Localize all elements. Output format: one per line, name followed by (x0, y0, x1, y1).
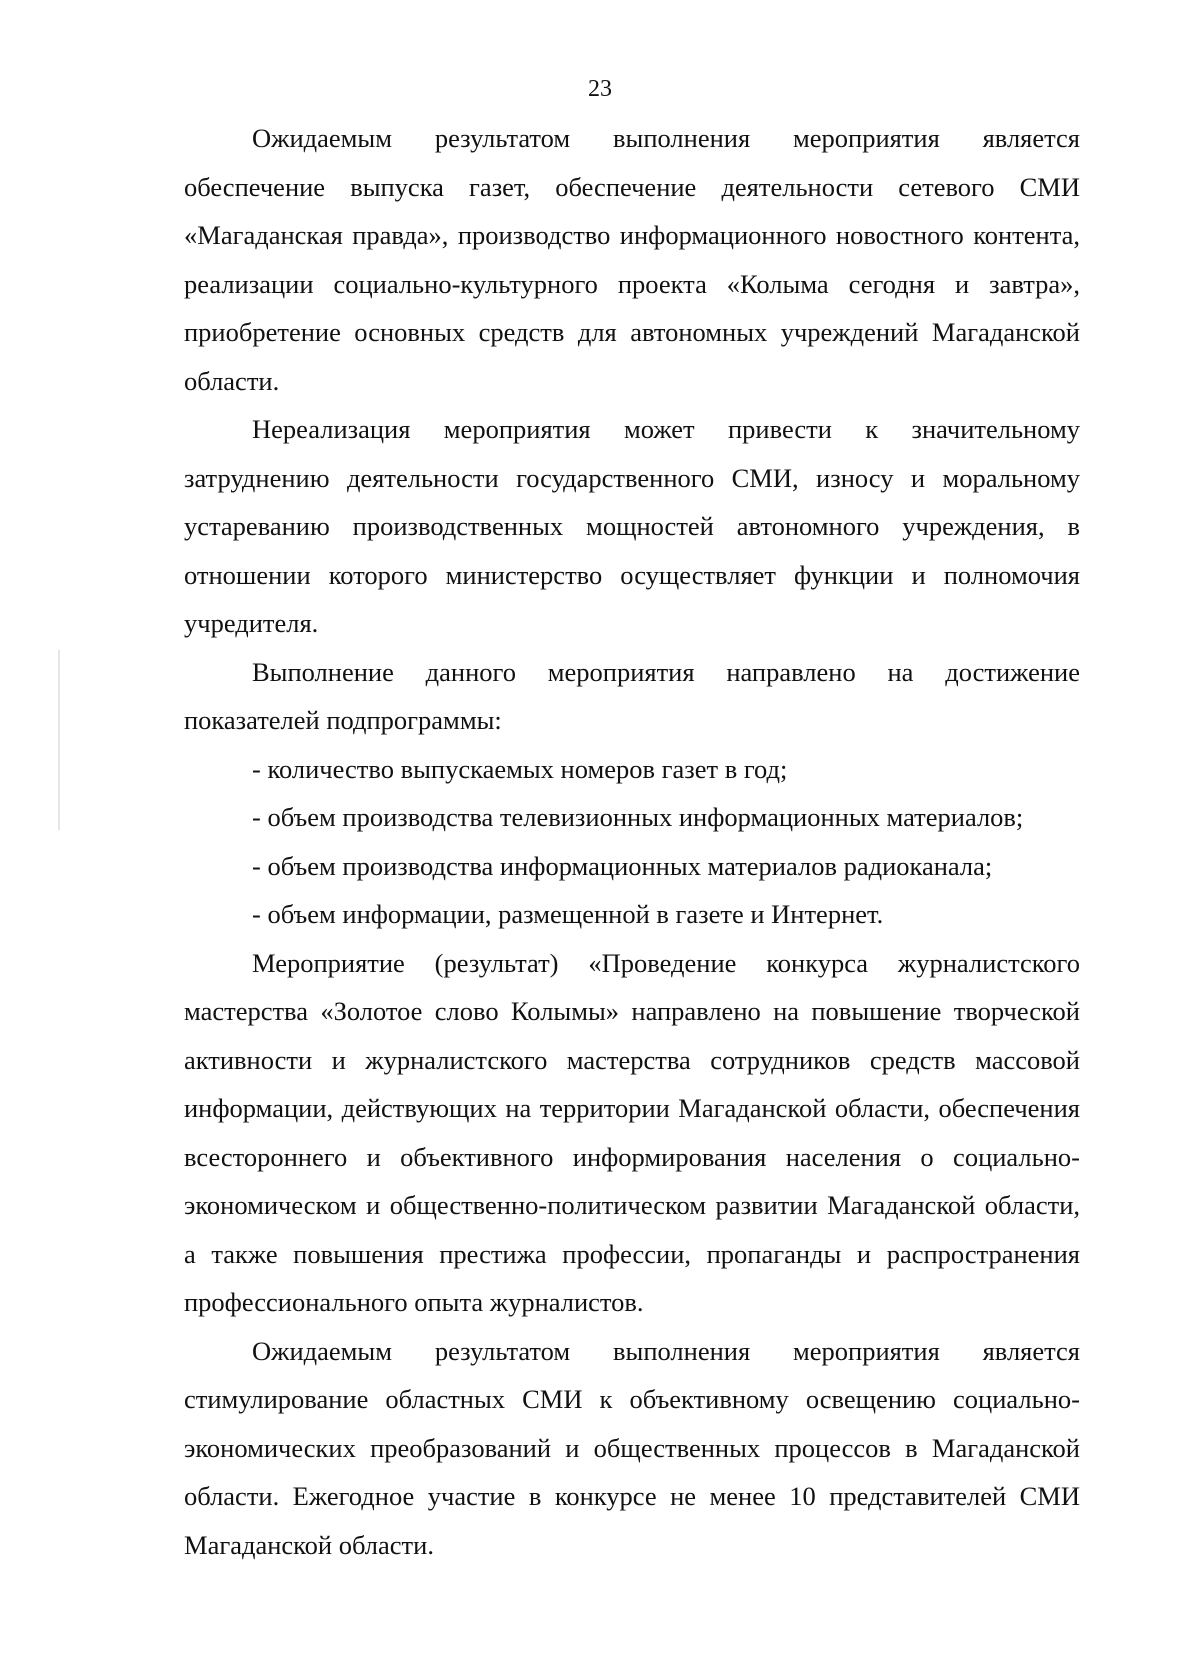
list-item: - объем производства информационных материалов радиоканала; (252, 850, 993, 881)
document-body (184, 114, 1080, 1569)
paragraph-indicators-intro: Выполнение данного мероприятия направлено на достижение показателей подпрограммы: (184, 656, 1080, 735)
paragraph-expected-result: Ожидаемым результатом выполнения мероприятия является обеспечение выпуска газет, обеспечение деятельности сетевого СМИ «Магаданская правда», производство информационного новостного контента, реализации социально-культурного проекта «Колыма сегодня и завтра», приобретение основных средств для автономных учреждений Магаданской области. (184, 123, 1080, 396)
list-item: - объем производства телевизионных информационных материалов; (252, 802, 1024, 832)
page-number: 23 (588, 76, 612, 102)
list-item: - количество выпускаемых номеров газет в год; (252, 753, 788, 784)
list-item: - объем информации, размещенной в газете и Интернет. (252, 899, 884, 929)
paragraph-non-implementation: Нереализация мероприятия может привести к значительному затруднению деятельности государственного СМИ, износу и моральному устареванию производственных мощностей автономного учреждения, в отношении которого министерство осуществляет функции и полномочия учредителя. (184, 414, 1080, 638)
scan-margin-mark (58, 650, 60, 830)
paragraph-contest: Мероприятие (результат) «Проведение конкурса журналистского мастерства «Золотое слово Колымы» направлено на повышение творческой активности и журналистского мастерства сотрудников средств массовой информации, действующих на территории Магаданской области, обеспечения всестороннего и объективного информирования населения о социально-экономическом и общественно-политическом развитии Магаданской области, а также повышения престижа профессии, пропаганды и распространения профессионального опыта журналистов. (184, 947, 1080, 1317)
paragraph-contest-result: Ожидаемым результатом выполнения мероприятия является стимулирование областных СМИ к объективному освещению социально-экономических преобразований и общественных процессов в Магаданской области. Ежегодное участие в конкурсе не менее 10 представителей СМИ Магаданской области. (184, 1335, 1080, 1560)
